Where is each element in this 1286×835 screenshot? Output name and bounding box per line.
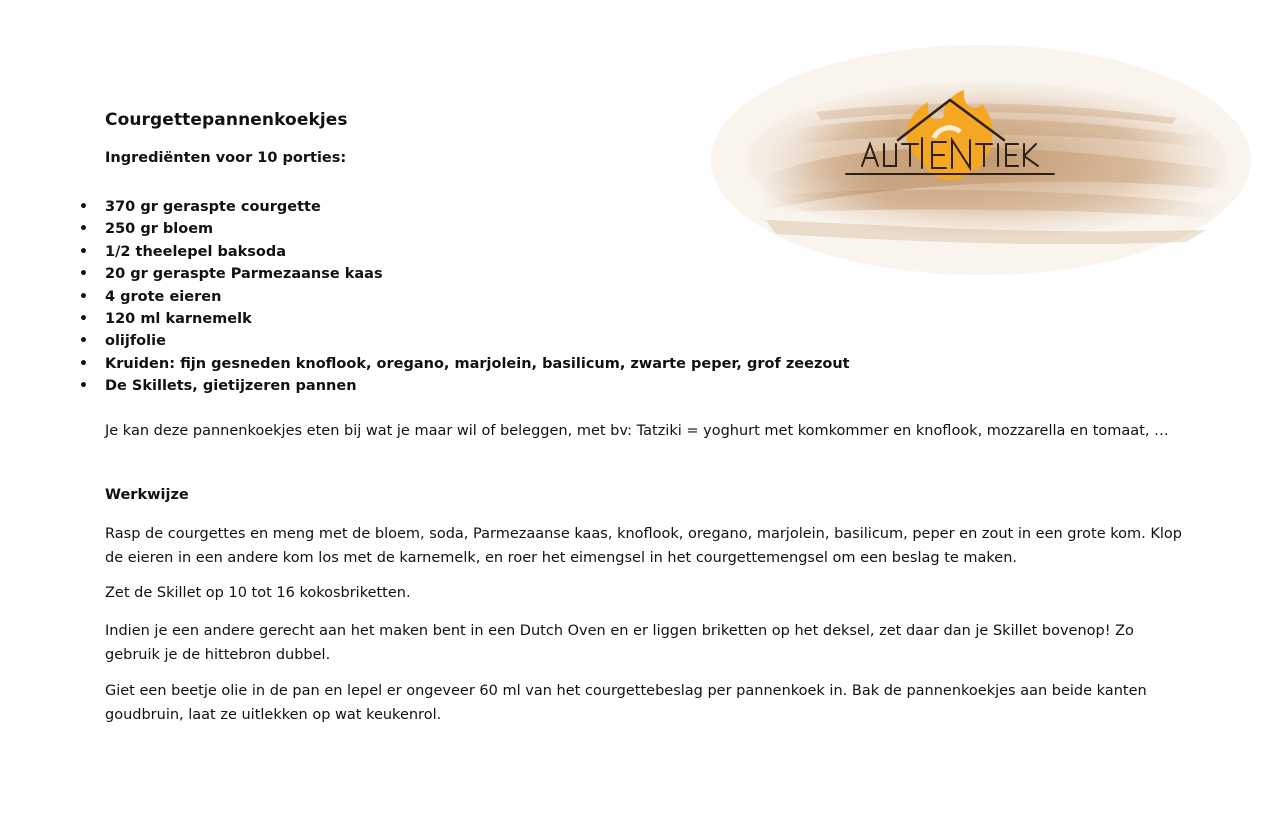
ingredient-text: 370 gr geraspte courgette [105,199,321,215]
list-item [79,375,850,397]
ingredient-text: De Skillets, gietijzeren pannen [105,378,357,395]
intro-paragraph: Je kan deze pannenkoekjes eten bij wat je maar wil of beleggen, met bv: Tatziki = yoghurt met komkommer en knoflook, mozzarella en tomaat, … [105,423,1169,439]
list-item [79,218,850,240]
recipe-title: Courgettepannenkoekjes [105,110,348,130]
list-item [79,330,850,352]
list-item [79,241,850,263]
ingredient-text: 120 ml karnemelk [105,311,252,328]
list-item [79,353,850,375]
step-paragraph: Giet een beetje olie in de pan en lepel er ongeveer 60 ml van het courgettebeslag per pannenkoek in. Bak de pannenkoekjes aan beide kanten goudbruin, laat ze uitlekken op wat keukenrol. [105,683,1147,723]
bullet-icon: • [79,221,88,238]
list-item [79,286,850,308]
step-paragraph: Indien je een andere gerecht aan het maken bent in een Dutch Oven en er liggen briketten op het deksel, zet daar dan je Skillet bovenop! Zo gebruik je de hittebron dubbel. [105,623,1134,663]
ingredients-list [79,196,850,398]
bullet-icon: • [79,199,88,215]
bullet-icon: • [79,266,88,283]
list-item [79,308,850,330]
bullet-icon: • [79,243,88,260]
ingredient-text: 1/2 theelepel baksoda [105,243,287,260]
ingredient-text: 4 grote eieren [105,288,222,305]
bullet-icon: • [79,311,88,328]
bullet-icon: • [79,288,88,305]
ingredient-text: 250 gr bloem [105,221,214,238]
ingredient-text: Kruiden: fijn gesneden knoflook, oregano, marjolein, basilicum, zwarte peper, grof zeezout [105,355,850,372]
method-heading: Werkwijze [105,487,189,503]
bullet-icon: • [79,378,88,395]
list-item [79,196,850,218]
list-item [79,263,850,285]
bullet-icon: • [79,355,88,372]
ingredients-heading: Ingrediënten voor 10 porties: [105,150,347,166]
ingredient-text: olijfolie [105,333,166,350]
bullet-icon: • [79,333,88,350]
step-paragraph: Zet de Skillet op 10 tot 16 kokosbriketten. [105,585,411,601]
step-paragraph: Rasp de courgettes en meng met de bloem, soda, Parmezaanse kaas, knoflook, oregano, marjolein, basilicum, peper en zout in een grote kom. Klop de eieren in een andere kom los met de karnemelk, en roer het eimengsel in het courgettemengsel om een beslag te maken. [105,526,1182,566]
ingredient-text: 20 gr geraspte Parmezaanse kaas [105,266,383,283]
